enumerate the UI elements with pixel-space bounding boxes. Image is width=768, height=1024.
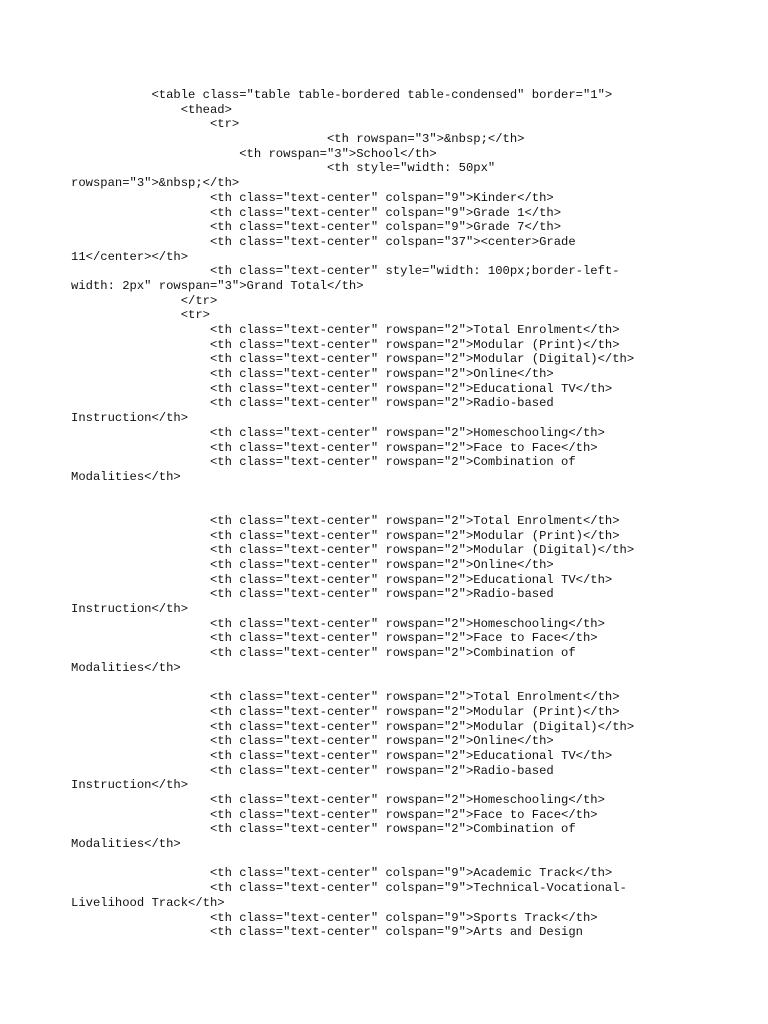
code-line: <th class="text-center" rowspan="2">Educational TV</th> [71, 381, 613, 396]
code-line: <th rowspan="3">&nbsp;</th> [71, 132, 525, 147]
code-line: <th class="text-center" colspan="9">Arts and Design [71, 925, 583, 940]
code-line: Livelihood Track</th> [71, 895, 225, 910]
code-line: <th class="text-center" rowspan="2">Combination of [71, 646, 576, 661]
code-line: 11</center></th> [71, 249, 189, 264]
code-line: <tr> [71, 308, 210, 323]
code-line: <th class="text-center" rowspan="2">Modular (Digital)</th> [71, 543, 635, 558]
code-line: <table class="table table-bordered table-condensed" border="1"> [71, 88, 613, 102]
code-line: <th class="text-center" rowspan="2">Modular (Print)</th> [71, 704, 620, 719]
code-line [71, 499, 761, 514]
code-line: <th class="text-center" colspan="9">Sports Track</th> [71, 910, 598, 925]
code-line [71, 676, 761, 691]
code-line: Instruction</th> [71, 602, 189, 617]
code-line: <th style="width: 50px" [71, 161, 496, 176]
code-line: <th class="text-center" colspan="9">Kinder</th> [71, 190, 554, 205]
code-line: Instruction</th> [71, 778, 189, 793]
code-line: Modalities</th> [71, 837, 181, 852]
code-line: rowspan="3">&nbsp;</th> [71, 176, 240, 191]
code-line: <th class="text-center" rowspan="2">Modular (Digital)</th> [71, 352, 635, 367]
code-line: <th class="text-center" colspan="9">Technical-Vocational- [71, 881, 627, 896]
code-line: <th class="text-center" rowspan="2">Modular (Digital)</th> [71, 719, 635, 734]
code-line: <th class="text-center" rowspan="2">Radio-based [71, 763, 554, 778]
code-line: <th class="text-center" rowspan="2">Face to Face</th> [71, 440, 598, 455]
code-line [71, 485, 761, 500]
code-line: <th class="text-center" colspan="9">Grade 1</th> [71, 205, 562, 220]
code-line: <th class="text-center" rowspan="2">Radio-based [71, 587, 554, 602]
code-line: Modalities</th> [71, 469, 181, 484]
code-line: <th class="text-center" rowspan="2">Online</th> [71, 558, 554, 572]
code-line: <th class="text-center" colspan="9">Academic Track</th> [71, 866, 613, 881]
code-line: <th class="text-center" rowspan="2">Homeschooling</th> [71, 616, 605, 631]
code-line: <th class="text-center" rowspan="2">Combination of [71, 822, 576, 837]
code-line: <th rowspan="3">School</th> [71, 146, 437, 161]
code-line: <th class="text-center" rowspan="2">Face to Face</th> [71, 807, 598, 822]
code-line: Modalities</th> [71, 660, 181, 675]
code-line [71, 852, 761, 867]
code-line: <th class="text-center" rowspan="2">Modular (Print)</th> [71, 528, 620, 543]
code-line: <th class="text-center" rowspan="2">Homeschooling</th> [71, 425, 605, 440]
code-line: <th class="text-center" rowspan="2">Radio-based [71, 396, 554, 411]
code-line: </tr> [71, 293, 218, 308]
code-line: <th class="text-center" colspan="9">Grade 7</th> [71, 220, 562, 235]
code-line: <th class="text-center" rowspan="2">Combination of [71, 455, 576, 470]
code-line: <th class="text-center" rowspan="2">Total Enrolment</th> [71, 513, 620, 528]
code-line: <th class="text-center" rowspan="2">Online</th> [71, 367, 554, 382]
code-line: <th class="text-center" rowspan="2">Face to Face</th> [71, 631, 598, 646]
code-line: <th class="text-center" rowspan="2">Online</th> [71, 734, 554, 749]
code-line: <th class="text-center" rowspan="2">Homeschooling</th> [71, 793, 605, 807]
code-line: <th class="text-center" rowspan="2">Educational TV</th> [71, 572, 613, 587]
code-line: <th class="text-center" rowspan="2">Modular (Print)</th> [71, 337, 620, 352]
code-line: <th class="text-center" rowspan="2">Total Enrolment</th> [71, 690, 620, 705]
code-line: width: 2px" rowspan="3">Grand Total</th> [71, 278, 364, 293]
code-line: <tr> [71, 117, 240, 132]
code-line: <th class="text-center" colspan="37"><center>Grade [71, 234, 576, 249]
code-listing [71, 88, 761, 940]
code-line: <th class="text-center" rowspan="2">Total Enrolment</th> [71, 323, 620, 337]
code-line: <th class="text-center" style="width: 100px;border-left- [71, 264, 620, 279]
code-line: <thead> [71, 102, 232, 117]
code-line: <th class="text-center" rowspan="2">Educational TV</th> [71, 748, 613, 763]
code-line: Instruction</th> [71, 411, 189, 426]
